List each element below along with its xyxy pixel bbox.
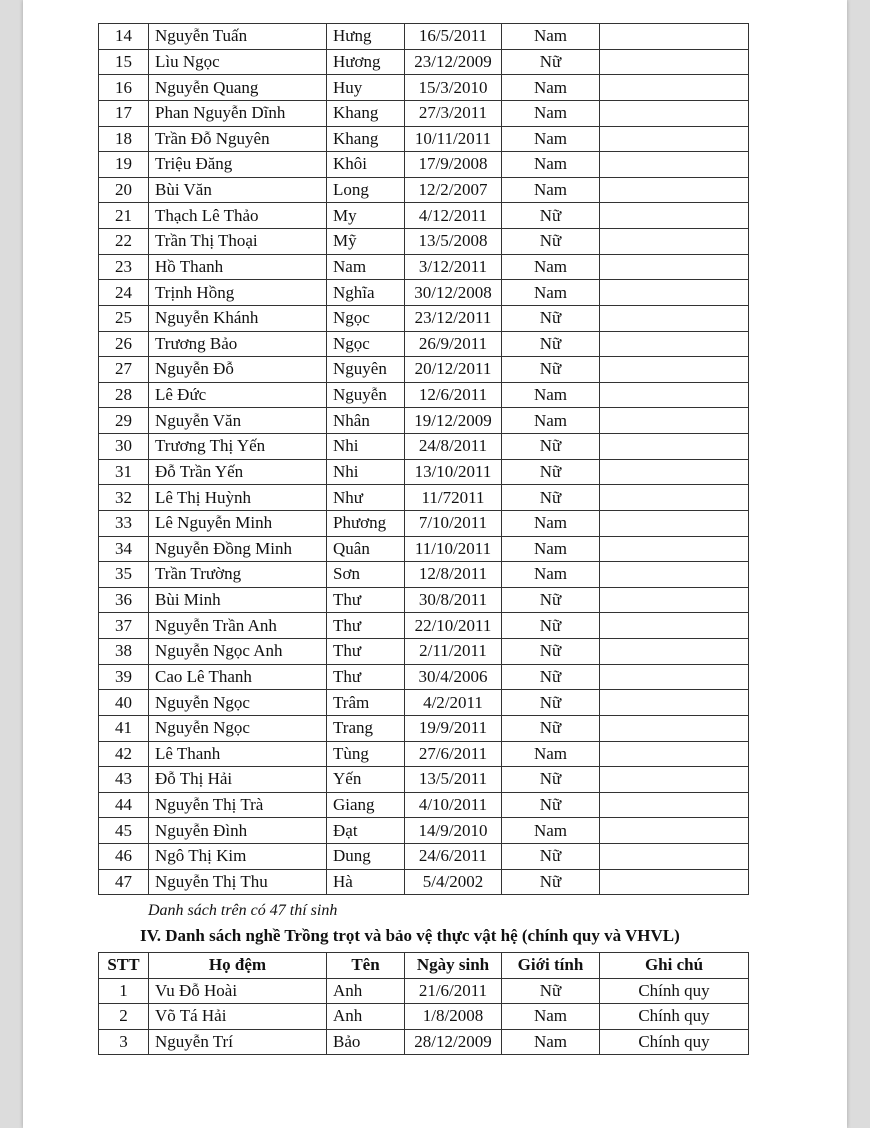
cell-ghi-chu	[600, 639, 749, 665]
cell-ho-dem: Nguyễn Trần Anh	[149, 613, 327, 639]
cell-gioi-tinh: Nam	[502, 741, 600, 767]
cell-stt: 38	[99, 639, 149, 665]
cell-ho-dem: Hồ Thanh	[149, 254, 327, 280]
cell-gioi-tinh: Nữ	[502, 767, 600, 793]
cell-stt: 35	[99, 562, 149, 588]
cell-ngay-sinh: 4/12/2011	[405, 203, 502, 229]
cell-ten: Nguyên	[327, 357, 405, 383]
cell-ngay-sinh: 19/12/2009	[405, 408, 502, 434]
cell-gioi-tinh: Nữ	[502, 229, 600, 255]
cell-stt: 28	[99, 382, 149, 408]
cell-ho-dem: Trương Bảo	[149, 331, 327, 357]
header-ten: Tên	[327, 953, 405, 979]
cell-ghi-chu	[600, 664, 749, 690]
cell-stt: 46	[99, 844, 149, 870]
cell-ngay-sinh: 5/4/2002	[405, 869, 502, 895]
table-row	[99, 562, 749, 588]
cell-ho-dem: Vu Đỗ Hoài	[149, 978, 327, 1004]
cell-ten: Phương	[327, 510, 405, 536]
cell-gioi-tinh: Nam	[502, 254, 600, 280]
table-row	[99, 331, 749, 357]
cell-stt: 16	[99, 75, 149, 101]
table-row	[99, 229, 749, 255]
cell-ghi-chu	[600, 767, 749, 793]
cell-ho-dem: Đỗ Thị Hải	[149, 767, 327, 793]
cell-ho-dem: Lê Nguyễn Minh	[149, 510, 327, 536]
cell-ngay-sinh: 7/10/2011	[405, 510, 502, 536]
cell-ghi-chu	[600, 844, 749, 870]
cell-gioi-tinh: Nữ	[502, 613, 600, 639]
cell-ghi-chu	[600, 24, 749, 50]
cell-stt: 43	[99, 767, 149, 793]
cell-ngay-sinh: 27/3/2011	[405, 100, 502, 126]
cell-ghi-chu	[600, 280, 749, 306]
cell-ho-dem: Ngô Thị Kim	[149, 844, 327, 870]
cell-gioi-tinh: Nam	[502, 1029, 600, 1055]
cell-ten: Thư	[327, 587, 405, 613]
cell-ho-dem: Lê Thị Huỳnh	[149, 485, 327, 511]
cell-ngay-sinh: 13/5/2011	[405, 767, 502, 793]
cell-ten: Anh	[327, 1004, 405, 1030]
table-row	[99, 280, 749, 306]
cell-ho-dem: Nguyễn Đình	[149, 818, 327, 844]
cell-gioi-tinh: Nữ	[502, 49, 600, 75]
cell-gioi-tinh: Nữ	[502, 587, 600, 613]
cell-ten: Quân	[327, 536, 405, 562]
cell-ten: Nghĩa	[327, 280, 405, 306]
cell-ten: Long	[327, 177, 405, 203]
cell-ten: Như	[327, 485, 405, 511]
cell-ho-dem: Nguyễn Tuấn	[149, 24, 327, 50]
cell-ten: Khang	[327, 100, 405, 126]
table-row	[99, 408, 749, 434]
cell-ho-dem: Nguyễn Thị Thu	[149, 869, 327, 895]
cell-stt: 1	[99, 978, 149, 1004]
cell-ho-dem: Lìu Ngọc	[149, 49, 327, 75]
cell-ghi-chu: Chính quy	[600, 1029, 749, 1055]
cell-ngay-sinh: 3/12/2011	[405, 254, 502, 280]
cell-ngay-sinh: 1/8/2008	[405, 1004, 502, 1030]
cell-gioi-tinh: Nữ	[502, 203, 600, 229]
cell-stt: 24	[99, 280, 149, 306]
cell-ten: Hà	[327, 869, 405, 895]
cell-ho-dem: Cao Lê Thanh	[149, 664, 327, 690]
cell-stt: 42	[99, 741, 149, 767]
cell-stt: 39	[99, 664, 149, 690]
table-row	[99, 690, 749, 716]
cell-ten: Hương	[327, 49, 405, 75]
table-row	[99, 587, 749, 613]
cell-ngay-sinh: 27/6/2011	[405, 741, 502, 767]
cell-ngay-sinh: 2/11/2011	[405, 639, 502, 665]
cell-ho-dem: Nguyễn Khánh	[149, 305, 327, 331]
cell-ghi-chu	[600, 690, 749, 716]
cell-stt: 45	[99, 818, 149, 844]
header-ghi-chu: Ghi chú	[600, 953, 749, 979]
student-table-continued	[98, 23, 749, 895]
cell-stt: 29	[99, 408, 149, 434]
table-row	[99, 978, 749, 1004]
cell-ten: Tùng	[327, 741, 405, 767]
cell-gioi-tinh: Nam	[502, 280, 600, 306]
cell-stt: 32	[99, 485, 149, 511]
cell-ho-dem: Bùi Văn	[149, 177, 327, 203]
cell-stt: 2	[99, 1004, 149, 1030]
cell-stt: 33	[99, 510, 149, 536]
cell-ngay-sinh: 21/6/2011	[405, 978, 502, 1004]
cell-gioi-tinh: Nam	[502, 126, 600, 152]
cell-ten: Trâm	[327, 690, 405, 716]
cell-ho-dem: Thạch Lê Thảo	[149, 203, 327, 229]
cell-gioi-tinh: Nữ	[502, 869, 600, 895]
cell-ten: Bảo	[327, 1029, 405, 1055]
table-row	[99, 1029, 749, 1055]
cell-ghi-chu	[600, 536, 749, 562]
cell-ngay-sinh: 17/9/2008	[405, 152, 502, 178]
cell-ho-dem: Võ Tá Hải	[149, 1004, 327, 1030]
cell-ten: Khang	[327, 126, 405, 152]
cell-ten: Anh	[327, 978, 405, 1004]
cell-gioi-tinh: Nam	[502, 382, 600, 408]
cell-ngay-sinh: 4/10/2011	[405, 792, 502, 818]
cell-ho-dem: Nguyễn Đồng Minh	[149, 536, 327, 562]
cell-ho-dem: Nguyễn Ngọc Anh	[149, 639, 327, 665]
cell-ngay-sinh: 20/12/2011	[405, 357, 502, 383]
cell-stt: 36	[99, 587, 149, 613]
cell-ngay-sinh: 30/12/2008	[405, 280, 502, 306]
cell-stt: 20	[99, 177, 149, 203]
cell-gioi-tinh: Nam	[502, 408, 600, 434]
table-row	[99, 664, 749, 690]
cell-ho-dem: Đỗ Trần Yến	[149, 459, 327, 485]
table-row	[99, 434, 749, 460]
cell-gioi-tinh: Nữ	[502, 690, 600, 716]
cell-ngay-sinh: 26/9/2011	[405, 331, 502, 357]
cell-gioi-tinh: Nữ	[502, 639, 600, 665]
cell-ghi-chu: Chính quy	[600, 978, 749, 1004]
cell-ghi-chu	[600, 49, 749, 75]
table-row	[99, 741, 749, 767]
cell-ghi-chu	[600, 562, 749, 588]
cell-ho-dem: Nguyễn Văn	[149, 408, 327, 434]
table-row	[99, 203, 749, 229]
cell-stt: 21	[99, 203, 149, 229]
cell-gioi-tinh: Nữ	[502, 305, 600, 331]
cell-ten: Đạt	[327, 818, 405, 844]
cell-ngay-sinh: 19/9/2011	[405, 715, 502, 741]
cell-ho-dem: Phan Nguyễn Dĩnh	[149, 100, 327, 126]
cell-ghi-chu	[600, 408, 749, 434]
table-row	[99, 767, 749, 793]
cell-gioi-tinh: Nam	[502, 75, 600, 101]
cell-gioi-tinh: Nam	[502, 818, 600, 844]
cell-ghi-chu	[600, 100, 749, 126]
cell-ho-dem: Triệu Đăng	[149, 152, 327, 178]
cell-ghi-chu	[600, 126, 749, 152]
cell-ten: Hưng	[327, 24, 405, 50]
cell-ho-dem: Nguyễn Ngọc	[149, 690, 327, 716]
table-row	[99, 459, 749, 485]
cell-ten: Sơn	[327, 562, 405, 588]
cell-stt: 19	[99, 152, 149, 178]
cell-ngay-sinh: 12/6/2011	[405, 382, 502, 408]
cell-stt: 3	[99, 1029, 149, 1055]
cell-ghi-chu	[600, 510, 749, 536]
cell-ho-dem: Lê Đức	[149, 382, 327, 408]
cell-ngay-sinh: 11/72011	[405, 485, 502, 511]
cell-stt: 26	[99, 331, 149, 357]
table-row	[99, 639, 749, 665]
table-row	[99, 305, 749, 331]
cell-stt: 25	[99, 305, 149, 331]
cell-gioi-tinh: Nam	[502, 152, 600, 178]
table-row	[99, 254, 749, 280]
cell-ten: My	[327, 203, 405, 229]
cell-gioi-tinh: Nam	[502, 100, 600, 126]
cell-gioi-tinh: Nữ	[502, 978, 600, 1004]
cell-gioi-tinh: Nam	[502, 177, 600, 203]
cell-stt: 23	[99, 254, 149, 280]
cell-gioi-tinh: Nam	[502, 510, 600, 536]
table-row	[99, 152, 749, 178]
cell-stt: 14	[99, 24, 149, 50]
cell-ten: Mỹ	[327, 229, 405, 255]
table-row	[99, 49, 749, 75]
table-row	[99, 613, 749, 639]
cell-stt: 41	[99, 715, 149, 741]
cell-ngay-sinh: 12/8/2011	[405, 562, 502, 588]
cell-ngay-sinh: 11/10/2011	[405, 536, 502, 562]
cell-ngay-sinh: 22/10/2011	[405, 613, 502, 639]
cell-stt: 37	[99, 613, 149, 639]
cell-ngay-sinh: 30/4/2006	[405, 664, 502, 690]
cell-ngay-sinh: 16/5/2011	[405, 24, 502, 50]
cell-ho-dem: Nguyễn Quang	[149, 75, 327, 101]
table-row	[99, 100, 749, 126]
summary-note: Danh sách trên có 47 thí sinh	[148, 902, 338, 919]
cell-gioi-tinh: Nữ	[502, 434, 600, 460]
cell-gioi-tinh: Nam	[502, 1004, 600, 1030]
cell-gioi-tinh: Nữ	[502, 792, 600, 818]
cell-ho-dem: Trần Thị Thoại	[149, 229, 327, 255]
table-header-row	[99, 953, 749, 979]
cell-ghi-chu	[600, 305, 749, 331]
table-row	[99, 485, 749, 511]
table-row	[99, 24, 749, 50]
cell-ghi-chu: Chính quy	[600, 1004, 749, 1030]
cell-ngay-sinh: 23/12/2009	[405, 49, 502, 75]
cell-ghi-chu	[600, 587, 749, 613]
cell-ghi-chu	[600, 715, 749, 741]
table-row	[99, 792, 749, 818]
header-gioi-tinh: Giới tính	[502, 953, 600, 979]
cell-ghi-chu	[600, 382, 749, 408]
cell-ten: Nhi	[327, 434, 405, 460]
cell-ngay-sinh: 10/11/2011	[405, 126, 502, 152]
cell-gioi-tinh: Nữ	[502, 715, 600, 741]
cell-ngay-sinh: 15/3/2010	[405, 75, 502, 101]
cell-ho-dem: Nguyễn Đỗ	[149, 357, 327, 383]
cell-ho-dem: Trần Đỗ Nguyên	[149, 126, 327, 152]
cell-ten: Dung	[327, 844, 405, 870]
cell-ghi-chu	[600, 485, 749, 511]
cell-ten: Thư	[327, 639, 405, 665]
section-iv-table	[98, 952, 749, 1055]
cell-ten: Giang	[327, 792, 405, 818]
cell-ten: Nhi	[327, 459, 405, 485]
header-stt: STT	[99, 953, 149, 979]
cell-stt: 15	[99, 49, 149, 75]
cell-ho-dem: Trương Thị Yến	[149, 434, 327, 460]
header-ho-dem: Họ đệm	[149, 953, 327, 979]
cell-ngay-sinh: 13/5/2008	[405, 229, 502, 255]
cell-ghi-chu	[600, 869, 749, 895]
cell-ten: Ngọc	[327, 305, 405, 331]
cell-ghi-chu	[600, 357, 749, 383]
cell-gioi-tinh: Nữ	[502, 485, 600, 511]
cell-ngay-sinh: 12/2/2007	[405, 177, 502, 203]
cell-stt: 22	[99, 229, 149, 255]
cell-ho-dem: Lê Thanh	[149, 741, 327, 767]
cell-stt: 18	[99, 126, 149, 152]
cell-ho-dem: Nguyễn Ngọc	[149, 715, 327, 741]
cell-ngay-sinh: 24/8/2011	[405, 434, 502, 460]
cell-ghi-chu	[600, 75, 749, 101]
cell-ghi-chu	[600, 177, 749, 203]
cell-ghi-chu	[600, 613, 749, 639]
cell-ghi-chu	[600, 818, 749, 844]
table-row	[99, 715, 749, 741]
cell-ten: Khôi	[327, 152, 405, 178]
cell-ghi-chu	[600, 741, 749, 767]
cell-ghi-chu	[600, 229, 749, 255]
cell-ngay-sinh: 14/9/2010	[405, 818, 502, 844]
table-row	[99, 382, 749, 408]
table-row	[99, 357, 749, 383]
cell-gioi-tinh: Nữ	[502, 459, 600, 485]
cell-ho-dem: Trần Trường	[149, 562, 327, 588]
cell-ho-dem: Bùi Minh	[149, 587, 327, 613]
cell-ten: Trang	[327, 715, 405, 741]
cell-gioi-tinh: Nữ	[502, 844, 600, 870]
cell-ngay-sinh: 13/10/2011	[405, 459, 502, 485]
cell-ten: Nhân	[327, 408, 405, 434]
cell-ten: Thư	[327, 613, 405, 639]
cell-stt: 47	[99, 869, 149, 895]
cell-stt: 40	[99, 690, 149, 716]
cell-ngay-sinh: 4/2/2011	[405, 690, 502, 716]
cell-ghi-chu	[600, 254, 749, 280]
cell-gioi-tinh: Nữ	[502, 664, 600, 690]
cell-ngay-sinh: 24/6/2011	[405, 844, 502, 870]
cell-gioi-tinh: Nam	[502, 562, 600, 588]
cell-ghi-chu	[600, 203, 749, 229]
cell-stt: 34	[99, 536, 149, 562]
header-ngay-sinh: Ngày sinh	[405, 953, 502, 979]
cell-stt: 31	[99, 459, 149, 485]
table-row	[99, 177, 749, 203]
cell-gioi-tinh: Nữ	[502, 331, 600, 357]
cell-ghi-chu	[600, 792, 749, 818]
cell-ho-dem: Nguyễn Trí	[149, 1029, 327, 1055]
table-row	[99, 126, 749, 152]
cell-stt: 30	[99, 434, 149, 460]
table-row	[99, 844, 749, 870]
cell-ngay-sinh: 28/12/2009	[405, 1029, 502, 1055]
cell-ghi-chu	[600, 152, 749, 178]
cell-ten: Nguyễn	[327, 382, 405, 408]
cell-ghi-chu	[600, 331, 749, 357]
cell-ten: Nam	[327, 254, 405, 280]
cell-stt: 17	[99, 100, 149, 126]
table-row	[99, 536, 749, 562]
table-row	[99, 818, 749, 844]
cell-ten: Huy	[327, 75, 405, 101]
cell-ngay-sinh: 23/12/2011	[405, 305, 502, 331]
cell-ten: Yến	[327, 767, 405, 793]
cell-ghi-chu	[600, 434, 749, 460]
table-row	[99, 1004, 749, 1030]
cell-ten: Ngọc	[327, 331, 405, 357]
cell-stt: 44	[99, 792, 149, 818]
cell-gioi-tinh: Nam	[502, 536, 600, 562]
cell-gioi-tinh: Nam	[502, 24, 600, 50]
cell-ho-dem: Nguyễn Thị Trà	[149, 792, 327, 818]
cell-ten: Thư	[327, 664, 405, 690]
cell-ho-dem: Trịnh Hồng	[149, 280, 327, 306]
section-title: IV. Danh sách nghề Trồng trọt và bảo vệ thực vật hệ (chính quy và VHVL)	[140, 926, 680, 945]
cell-stt: 27	[99, 357, 149, 383]
table-row	[99, 75, 749, 101]
cell-ngay-sinh: 30/8/2011	[405, 587, 502, 613]
cell-gioi-tinh: Nữ	[502, 357, 600, 383]
table-row	[99, 510, 749, 536]
cell-ghi-chu	[600, 459, 749, 485]
table-row	[99, 869, 749, 895]
